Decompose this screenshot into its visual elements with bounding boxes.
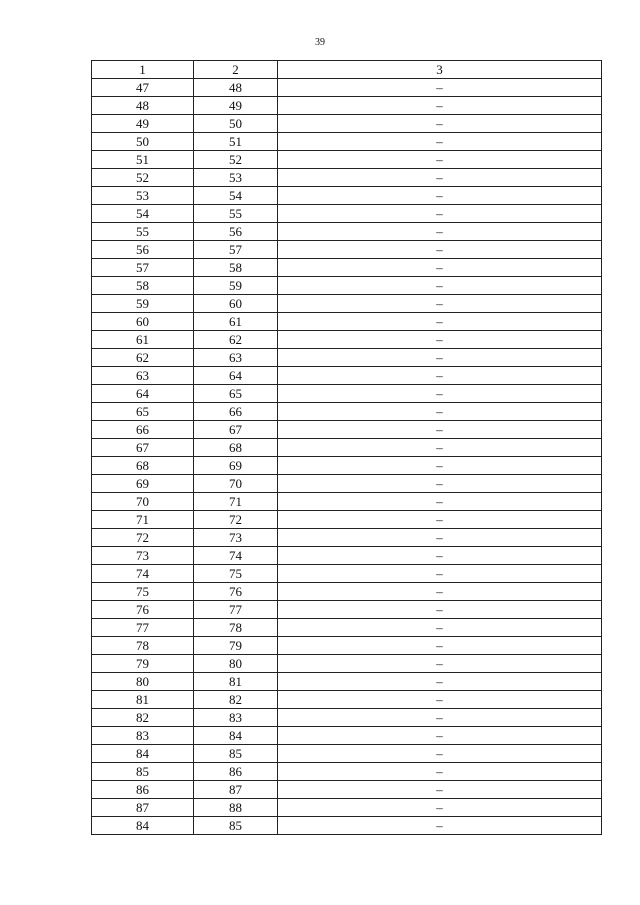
table-cell-col-3: – bbox=[278, 655, 602, 673]
table-row bbox=[92, 511, 602, 529]
table-cell-col-3: – bbox=[278, 223, 602, 241]
table-cell-col-1: 84 bbox=[92, 745, 194, 763]
table-cell-col-1: 81 bbox=[92, 691, 194, 709]
table-cell-col-1: 63 bbox=[92, 367, 194, 385]
table-cell-col-2: 76 bbox=[194, 583, 278, 601]
table-cell-col-2: 55 bbox=[194, 205, 278, 223]
table-cell-col-1: 84 bbox=[92, 817, 194, 835]
table-cell-col-2: 48 bbox=[194, 79, 278, 97]
table-cell-col-3: – bbox=[278, 475, 602, 493]
table-row bbox=[92, 601, 602, 619]
table-row bbox=[92, 133, 602, 151]
table-cell-col-3: – bbox=[278, 97, 602, 115]
table-cell-col-3: – bbox=[278, 331, 602, 349]
table-cell-col-1: 74 bbox=[92, 565, 194, 583]
table-cell-col-2: 64 bbox=[194, 367, 278, 385]
table-row bbox=[92, 187, 602, 205]
table-cell-col-1: 53 bbox=[92, 187, 194, 205]
table-row bbox=[92, 151, 602, 169]
table-cell-col-3: – bbox=[278, 673, 602, 691]
table-cell-col-1: 54 bbox=[92, 205, 194, 223]
table-row bbox=[92, 97, 602, 115]
table-row bbox=[92, 529, 602, 547]
table-cell-col-3: – bbox=[278, 151, 602, 169]
table-cell-col-2: 54 bbox=[194, 187, 278, 205]
table-cell-col-1: 52 bbox=[92, 169, 194, 187]
table-cell-col-3: – bbox=[278, 709, 602, 727]
table-header-row bbox=[92, 61, 602, 79]
table-row bbox=[92, 349, 602, 367]
table-cell-col-3: – bbox=[278, 799, 602, 817]
table-row bbox=[92, 763, 602, 781]
table-row bbox=[92, 421, 602, 439]
table-cell-col-2: 53 bbox=[194, 169, 278, 187]
table-cell-col-3: – bbox=[278, 187, 602, 205]
table-cell-col-1: 58 bbox=[92, 277, 194, 295]
table-cell-col-2: 80 bbox=[194, 655, 278, 673]
table-cell-col-3: – bbox=[278, 259, 602, 277]
table-cell-col-1: 55 bbox=[92, 223, 194, 241]
table-cell-col-2: 56 bbox=[194, 223, 278, 241]
table-cell-col-1: 51 bbox=[92, 151, 194, 169]
table-cell-col-2: 66 bbox=[194, 403, 278, 421]
table-cell-col-3: – bbox=[278, 601, 602, 619]
table-row bbox=[92, 313, 602, 331]
table-cell-col-3: – bbox=[278, 169, 602, 187]
table-cell-col-3: – bbox=[278, 763, 602, 781]
table-cell-col-3: – bbox=[278, 205, 602, 223]
table-cell-col-2: 85 bbox=[194, 817, 278, 835]
table-cell-col-3: – bbox=[278, 133, 602, 151]
table-cell-col-1: 72 bbox=[92, 529, 194, 547]
table-cell-col-2: 49 bbox=[194, 97, 278, 115]
page-number: 39 bbox=[315, 37, 325, 48]
table-cell-col-1: 47 bbox=[92, 79, 194, 97]
table-row bbox=[92, 781, 602, 799]
table-cell-col-3: – bbox=[278, 817, 602, 835]
table-cell-col-1: 83 bbox=[92, 727, 194, 745]
table-cell-col-2: 83 bbox=[194, 709, 278, 727]
table-row bbox=[92, 331, 602, 349]
table-cell-col-3: – bbox=[278, 457, 602, 475]
table-cell-col-1: 80 bbox=[92, 673, 194, 691]
table-cell-col-2: 62 bbox=[194, 331, 278, 349]
table-row bbox=[92, 385, 602, 403]
table-cell-col-2: 82 bbox=[194, 691, 278, 709]
table-row bbox=[92, 817, 602, 835]
table-cell-col-1: 62 bbox=[92, 349, 194, 367]
table-cell-col-3: – bbox=[278, 493, 602, 511]
table-row bbox=[92, 709, 602, 727]
table-row bbox=[92, 169, 602, 187]
table-row bbox=[92, 493, 602, 511]
table-cell-col-3: – bbox=[278, 583, 602, 601]
table-cell-col-1: 75 bbox=[92, 583, 194, 601]
table-cell-col-3: – bbox=[278, 439, 602, 457]
table-cell-col-1: 76 bbox=[92, 601, 194, 619]
table-row bbox=[92, 79, 602, 97]
table-cell-col-2: 50 bbox=[194, 115, 278, 133]
table-row bbox=[92, 547, 602, 565]
table-cell-col-1: 61 bbox=[92, 331, 194, 349]
table-cell-col-3: – bbox=[278, 241, 602, 259]
table-cell-col-1: 71 bbox=[92, 511, 194, 529]
table-cell-col-3: – bbox=[278, 619, 602, 637]
table-cell-col-1: 48 bbox=[92, 97, 194, 115]
table-cell-col-3: – bbox=[278, 277, 602, 295]
table-cell-col-2: 81 bbox=[194, 673, 278, 691]
table-cell-col-1: 64 bbox=[92, 385, 194, 403]
table-cell-col-3: – bbox=[278, 727, 602, 745]
table-row bbox=[92, 799, 602, 817]
table-cell-col-1: 78 bbox=[92, 637, 194, 655]
table-cell-col-2: 72 bbox=[194, 511, 278, 529]
table-cell-col-1: 70 bbox=[92, 493, 194, 511]
table-cell-col-1: 60 bbox=[92, 313, 194, 331]
table-row bbox=[92, 223, 602, 241]
table-row bbox=[92, 295, 602, 313]
table-cell-col-2: 86 bbox=[194, 763, 278, 781]
table-cell-col-1: 73 bbox=[92, 547, 194, 565]
table-cell-col-3: – bbox=[278, 547, 602, 565]
table-cell-col-1: 68 bbox=[92, 457, 194, 475]
table-cell-col-2: 88 bbox=[194, 799, 278, 817]
table-row bbox=[92, 619, 602, 637]
table-cell-col-2: 60 bbox=[194, 295, 278, 313]
table-cell-col-1: 79 bbox=[92, 655, 194, 673]
table-cell-col-2: 84 bbox=[194, 727, 278, 745]
table-cell-col-1: 69 bbox=[92, 475, 194, 493]
column-header-2: 2 bbox=[194, 61, 278, 79]
table-cell-col-2: 87 bbox=[194, 781, 278, 799]
table-row bbox=[92, 403, 602, 421]
table-cell-col-2: 75 bbox=[194, 565, 278, 583]
table-row bbox=[92, 457, 602, 475]
table-cell-col-3: – bbox=[278, 295, 602, 313]
table-cell-col-2: 78 bbox=[194, 619, 278, 637]
table-cell-col-3: – bbox=[278, 781, 602, 799]
table-row bbox=[92, 241, 602, 259]
table-cell-col-1: 66 bbox=[92, 421, 194, 439]
table-cell-col-1: 56 bbox=[92, 241, 194, 259]
table-cell-col-2: 85 bbox=[194, 745, 278, 763]
table-cell-col-3: – bbox=[278, 349, 602, 367]
table-cell-col-2: 63 bbox=[194, 349, 278, 367]
table-cell-col-1: 57 bbox=[92, 259, 194, 277]
table-cell-col-2: 59 bbox=[194, 277, 278, 295]
table-row bbox=[92, 277, 602, 295]
data-table bbox=[91, 60, 602, 835]
table-row bbox=[92, 367, 602, 385]
table-row bbox=[92, 259, 602, 277]
table-cell-col-3: – bbox=[278, 565, 602, 583]
table-cell-col-2: 70 bbox=[194, 475, 278, 493]
table-cell-col-1: 85 bbox=[92, 763, 194, 781]
table-row bbox=[92, 565, 602, 583]
table-cell-col-3: – bbox=[278, 421, 602, 439]
table-cell-col-2: 58 bbox=[194, 259, 278, 277]
table-cell-col-2: 65 bbox=[194, 385, 278, 403]
table-cell-col-3: – bbox=[278, 367, 602, 385]
table-cell-col-2: 71 bbox=[194, 493, 278, 511]
table-cell-col-2: 61 bbox=[194, 313, 278, 331]
table-row bbox=[92, 673, 602, 691]
table-cell-col-3: – bbox=[278, 529, 602, 547]
table-cell-col-2: 69 bbox=[194, 457, 278, 475]
table-row bbox=[92, 205, 602, 223]
table-cell-col-3: – bbox=[278, 637, 602, 655]
table-row bbox=[92, 115, 602, 133]
table-cell-col-3: – bbox=[278, 313, 602, 331]
table-cell-col-2: 51 bbox=[194, 133, 278, 151]
table-cell-col-3: – bbox=[278, 115, 602, 133]
table-cell-col-1: 87 bbox=[92, 799, 194, 817]
table-cell-col-2: 73 bbox=[194, 529, 278, 547]
table-row bbox=[92, 727, 602, 745]
table-cell-col-2: 79 bbox=[194, 637, 278, 655]
table-cell-col-1: 49 bbox=[92, 115, 194, 133]
table-row bbox=[92, 745, 602, 763]
table-cell-col-3: – bbox=[278, 691, 602, 709]
table-body bbox=[92, 79, 602, 835]
table-row bbox=[92, 691, 602, 709]
table-cell-col-1: 65 bbox=[92, 403, 194, 421]
table-cell-col-2: 77 bbox=[194, 601, 278, 619]
table-cell-col-3: – bbox=[278, 79, 602, 97]
table-cell-col-3: – bbox=[278, 511, 602, 529]
table-row bbox=[92, 583, 602, 601]
table-cell-col-1: 77 bbox=[92, 619, 194, 637]
table-cell-col-2: 67 bbox=[194, 421, 278, 439]
table-cell-col-1: 86 bbox=[92, 781, 194, 799]
table-cell-col-2: 68 bbox=[194, 439, 278, 457]
table-cell-col-1: 67 bbox=[92, 439, 194, 457]
table-cell-col-1: 59 bbox=[92, 295, 194, 313]
table-cell-col-1: 82 bbox=[92, 709, 194, 727]
table-cell-col-3: – bbox=[278, 385, 602, 403]
table-row bbox=[92, 475, 602, 493]
table-cell-col-2: 57 bbox=[194, 241, 278, 259]
table-row bbox=[92, 439, 602, 457]
table-row bbox=[92, 637, 602, 655]
table-cell-col-2: 74 bbox=[194, 547, 278, 565]
table-row bbox=[92, 655, 602, 673]
table-cell-col-1: 50 bbox=[92, 133, 194, 151]
table-cell-col-2: 52 bbox=[194, 151, 278, 169]
column-header-1: 1 bbox=[92, 61, 194, 79]
table-cell-col-3: – bbox=[278, 745, 602, 763]
column-header-3: 3 bbox=[278, 61, 602, 79]
table-cell-col-3: – bbox=[278, 403, 602, 421]
